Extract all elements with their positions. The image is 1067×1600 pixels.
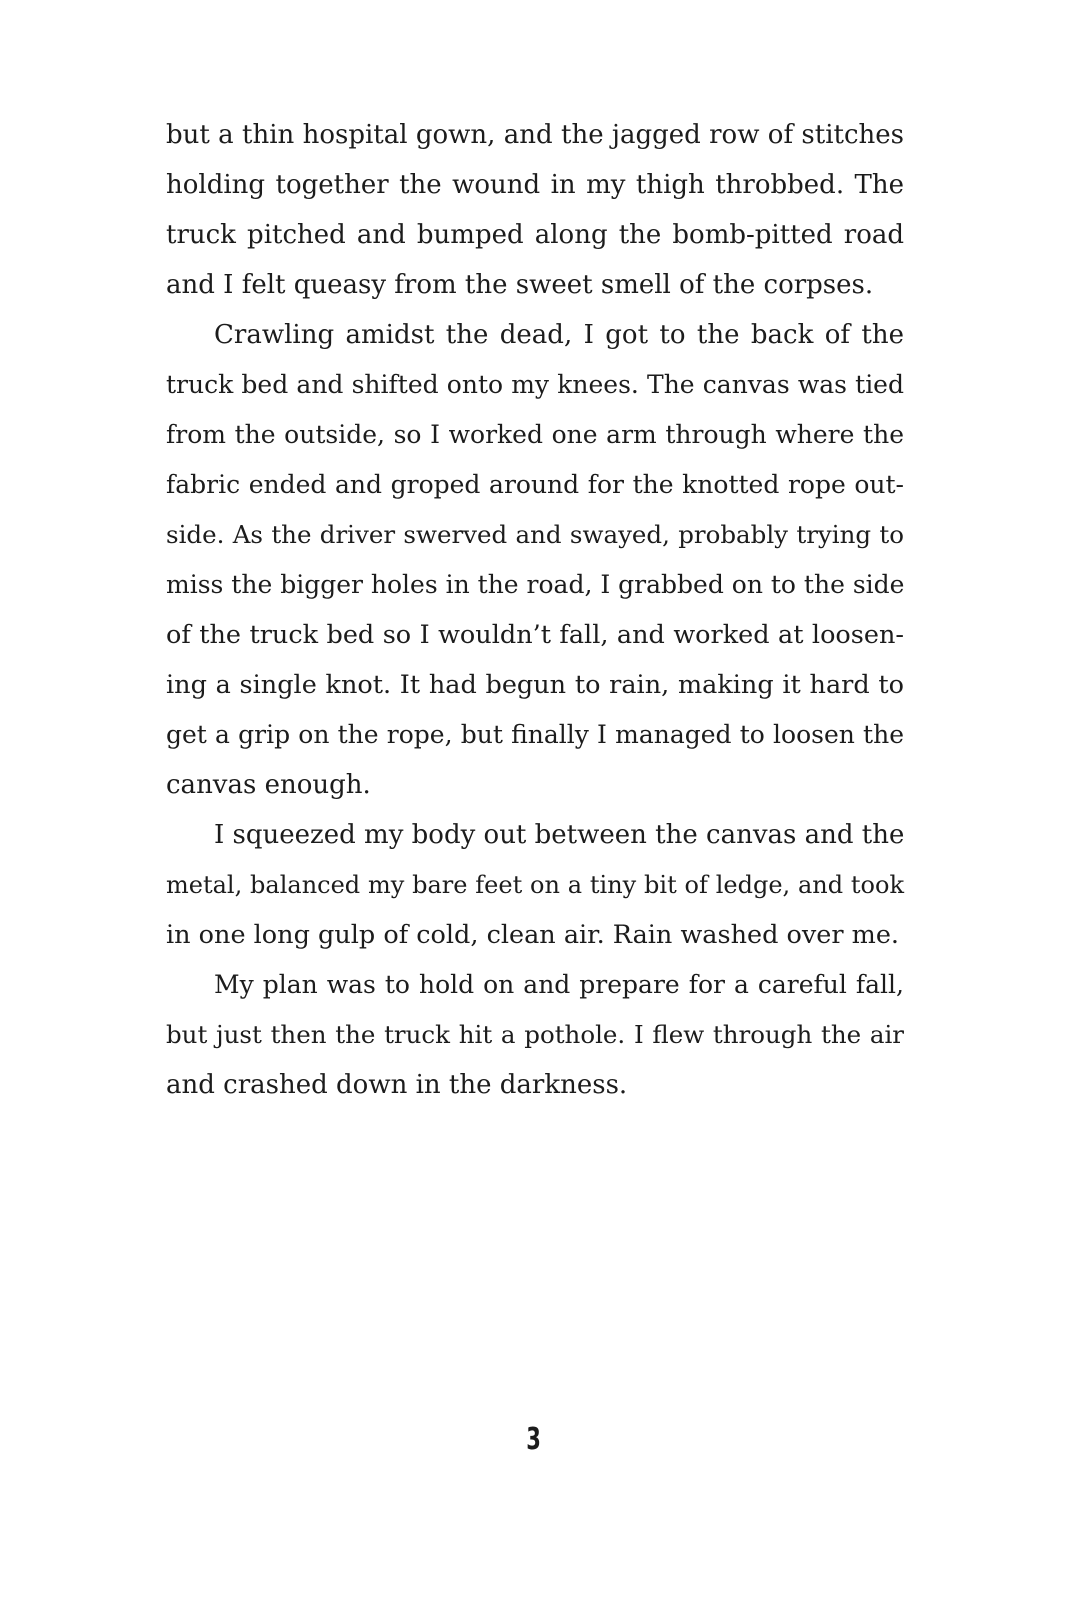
text-line: but a thin hospital gown, and the jagged row of stitches: [166, 120, 904, 150]
text-line: truck bed and shifted onto my knees. The canvas was tied: [166, 370, 904, 399]
page-number: 3: [526, 1422, 541, 1457]
text-line: in one long gulp of cold, clean air. Rain washed over me.: [166, 920, 900, 950]
text-line: canvas enough.: [166, 770, 371, 800]
text-line: ing a single knot. It had begun to rain, making it hard to: [166, 670, 904, 700]
text-line: metal, balanced my bare feet on a tiny bit of ledge, and took: [166, 871, 904, 899]
text-line: get a grip on the rope, but finally I managed to loosen the: [166, 720, 904, 749]
text-line: I squeezed my body out between the canvas and the: [214, 820, 905, 850]
text-line: but just then the truck hit a pothole. I flew through the air: [166, 1020, 904, 1049]
text-line: from the outside, so I worked one arm through where the: [166, 420, 904, 449]
text-line: truck pitched and bumped along the bomb-pitted road: [166, 220, 904, 250]
text-line: My plan was to hold on and prepare for a careful fall,: [214, 970, 904, 999]
text-line: side. As the driver swerved and swayed, probably trying to: [166, 520, 904, 549]
text-line: holding together the wound in my thigh throbbed. The: [166, 170, 904, 200]
text-line: Crawling amidst the dead, I got to the back of the: [214, 320, 904, 350]
text-line: of the truck bed so I wouldn’t fall, and worked at loosen-: [166, 620, 904, 650]
text-line: and crashed down in the darkness.: [166, 1070, 628, 1100]
text-line: and I felt queasy from the sweet smell of the corpses.: [166, 270, 874, 300]
body-text: [166, 110, 904, 1110]
text-line: fabric ended and groped around for the knotted rope out-: [166, 470, 904, 499]
text-line: miss the bigger holes in the road, I grabbed on to the side: [166, 570, 905, 599]
